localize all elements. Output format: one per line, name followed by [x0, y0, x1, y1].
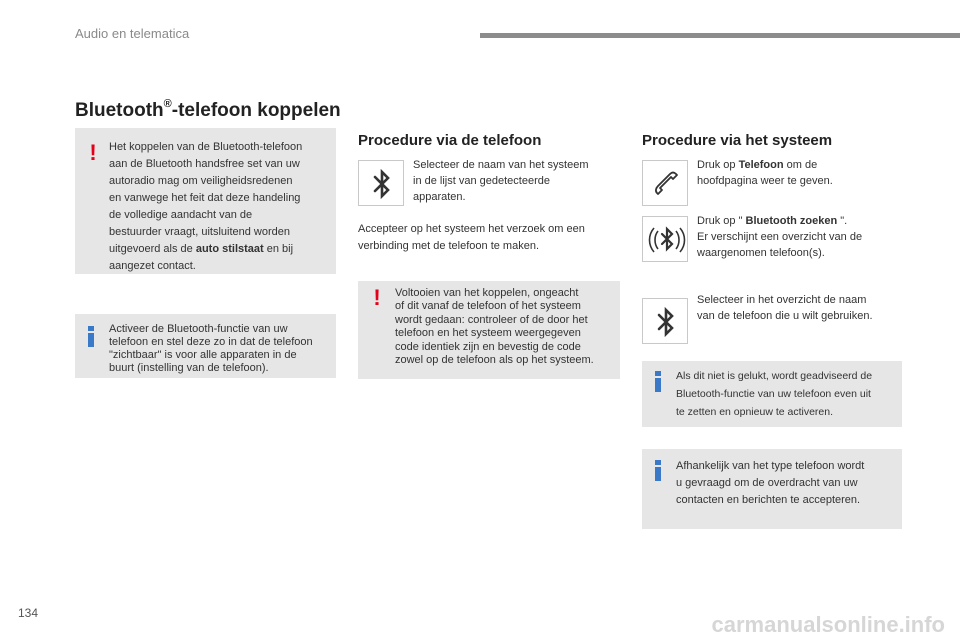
exclamation-icon: ! — [89, 140, 97, 165]
warning-line — [109, 241, 331, 258]
info-line: buurt (instelling van de telefoon). — [109, 362, 269, 374]
warning-line: Voltooien van het koppelen, ongeacht — [395, 287, 579, 299]
left-warning-text — [109, 139, 331, 275]
warning-line: of dit vanaf de telefoon of het systeem — [395, 300, 581, 313]
bluetooth-icon-box — [358, 160, 404, 206]
page-title — [75, 100, 341, 122]
warning-text-pre: uitgevoerd als de — [109, 243, 196, 255]
title-rest: -telefoon koppelen — [171, 100, 341, 121]
bluetooth-icon — [643, 299, 689, 345]
step-line — [697, 157, 902, 173]
info-line: Als dit niet is gelukt, wordt geadviseerd de — [676, 370, 873, 382]
left-warning-box — [75, 128, 336, 274]
warning-line: code identiek zijn en bevestig de code — [395, 340, 581, 353]
info-line: te zetten en opnieuw te activeren. — [676, 406, 834, 418]
bluetooth-search-icon-box — [642, 216, 688, 262]
phone-handset-icon — [643, 161, 689, 207]
info-icon — [655, 371, 661, 392]
bluetooth-icon-box — [642, 298, 688, 344]
watermark: carmanualsonline.info — [711, 612, 945, 637]
step-line: in de lijst van gedetecteerde — [413, 175, 550, 187]
middle-warning-text — [395, 287, 617, 367]
right-info-box-2 — [642, 449, 902, 529]
warning-line: de volledige aandacht van de — [109, 209, 253, 221]
info-line: Activeer de Bluetooth-functie van uw — [109, 323, 288, 335]
middle-step2-text — [358, 221, 620, 255]
warning-line: wordt gedaan: controleer of de door het — [395, 313, 588, 326]
step-line: van de telefoon die u wilt gebruiken. — [697, 310, 873, 322]
warning-line: bestuurder vraagt, uitsluitend worden — [109, 226, 290, 238]
middle-step1-text — [413, 157, 618, 205]
step-line: Er verschijnt een overzicht van de — [697, 231, 863, 243]
step-text-pre: Druk op — [697, 159, 739, 171]
step-text-bold: Telefoon — [738, 159, 784, 171]
right-info-box-1 — [642, 361, 902, 427]
warning-line: en vanwege het feit dat deze handeling — [109, 192, 301, 204]
bluetooth-icon — [359, 161, 405, 207]
warning-line: telefoon en het systeem weergegeven — [395, 327, 581, 340]
info-icon — [88, 326, 94, 347]
warning-line: aangezet contact. — [109, 260, 196, 272]
right-column-title: Procedure via het systeem — [642, 132, 833, 149]
right-step3-text — [697, 292, 907, 324]
section-title: Audio en telematica — [75, 26, 190, 41]
right-step2-text — [697, 213, 907, 261]
step-text-bold: Bluetooth zoeken — [745, 215, 838, 227]
phone-icon-box — [642, 160, 688, 206]
info-line: contacten en berichten te accepteren. — [676, 494, 861, 506]
title-main: Bluetooth — [75, 100, 164, 121]
bluetooth-search-icon — [643, 217, 689, 263]
step-line: Accepteer op het systeem het verzoek om een — [358, 223, 585, 235]
info-line: u gevraagd om de overdracht van uw — [676, 477, 858, 489]
step-text-post: om de — [783, 159, 818, 171]
info-line: Afhankelijk van het type telefoon wordt — [676, 460, 865, 472]
step-text-pre: Druk op " — [697, 215, 746, 227]
step-line: Selecteer de naam van het systeem — [413, 159, 589, 171]
right-info1-text — [676, 367, 900, 421]
info-line: telefoon en stel deze zo in dat de telefoon — [109, 336, 313, 348]
step-line — [697, 213, 907, 229]
middle-column-title: Procedure via de telefoon — [358, 132, 542, 149]
warning-line: autoradio mag om veiligheidsredenen — [109, 175, 293, 187]
warning-line: Het koppelen van de Bluetooth-telefoon — [109, 141, 303, 153]
warning-line: zowel op de telefoon als op het systeem. — [395, 354, 594, 367]
middle-warning-box — [358, 281, 620, 379]
warning-line: aan de Bluetooth handsfree set van uw — [109, 158, 300, 170]
registered-mark: ® — [163, 98, 172, 110]
step-line: verbinding met de telefoon te maken. — [358, 240, 540, 252]
left-info-box — [75, 314, 336, 378]
step-text-post: ". — [837, 215, 848, 227]
warning-text-post: en bij — [263, 243, 294, 255]
right-step1-text — [697, 157, 902, 189]
warning-text-bold: auto stilstaat — [195, 243, 264, 255]
page-number: 134 — [18, 606, 39, 620]
info-line: "zichtbaar" is voor alle apparaten in de — [109, 349, 297, 361]
left-info-text — [109, 323, 333, 375]
step-line: waargenomen telefoon(s). — [697, 247, 825, 259]
info-line: Bluetooth-functie van uw telefoon even uit — [676, 388, 871, 400]
step-line: apparaten. — [413, 191, 466, 203]
info-icon — [655, 460, 661, 481]
header-bar — [480, 33, 960, 38]
step-line: Selecteer in het overzicht de naam — [697, 294, 867, 306]
exclamation-icon: ! — [373, 285, 381, 310]
step-line: hoofdpagina weer te geven. — [697, 175, 833, 187]
right-info2-text — [676, 458, 900, 509]
